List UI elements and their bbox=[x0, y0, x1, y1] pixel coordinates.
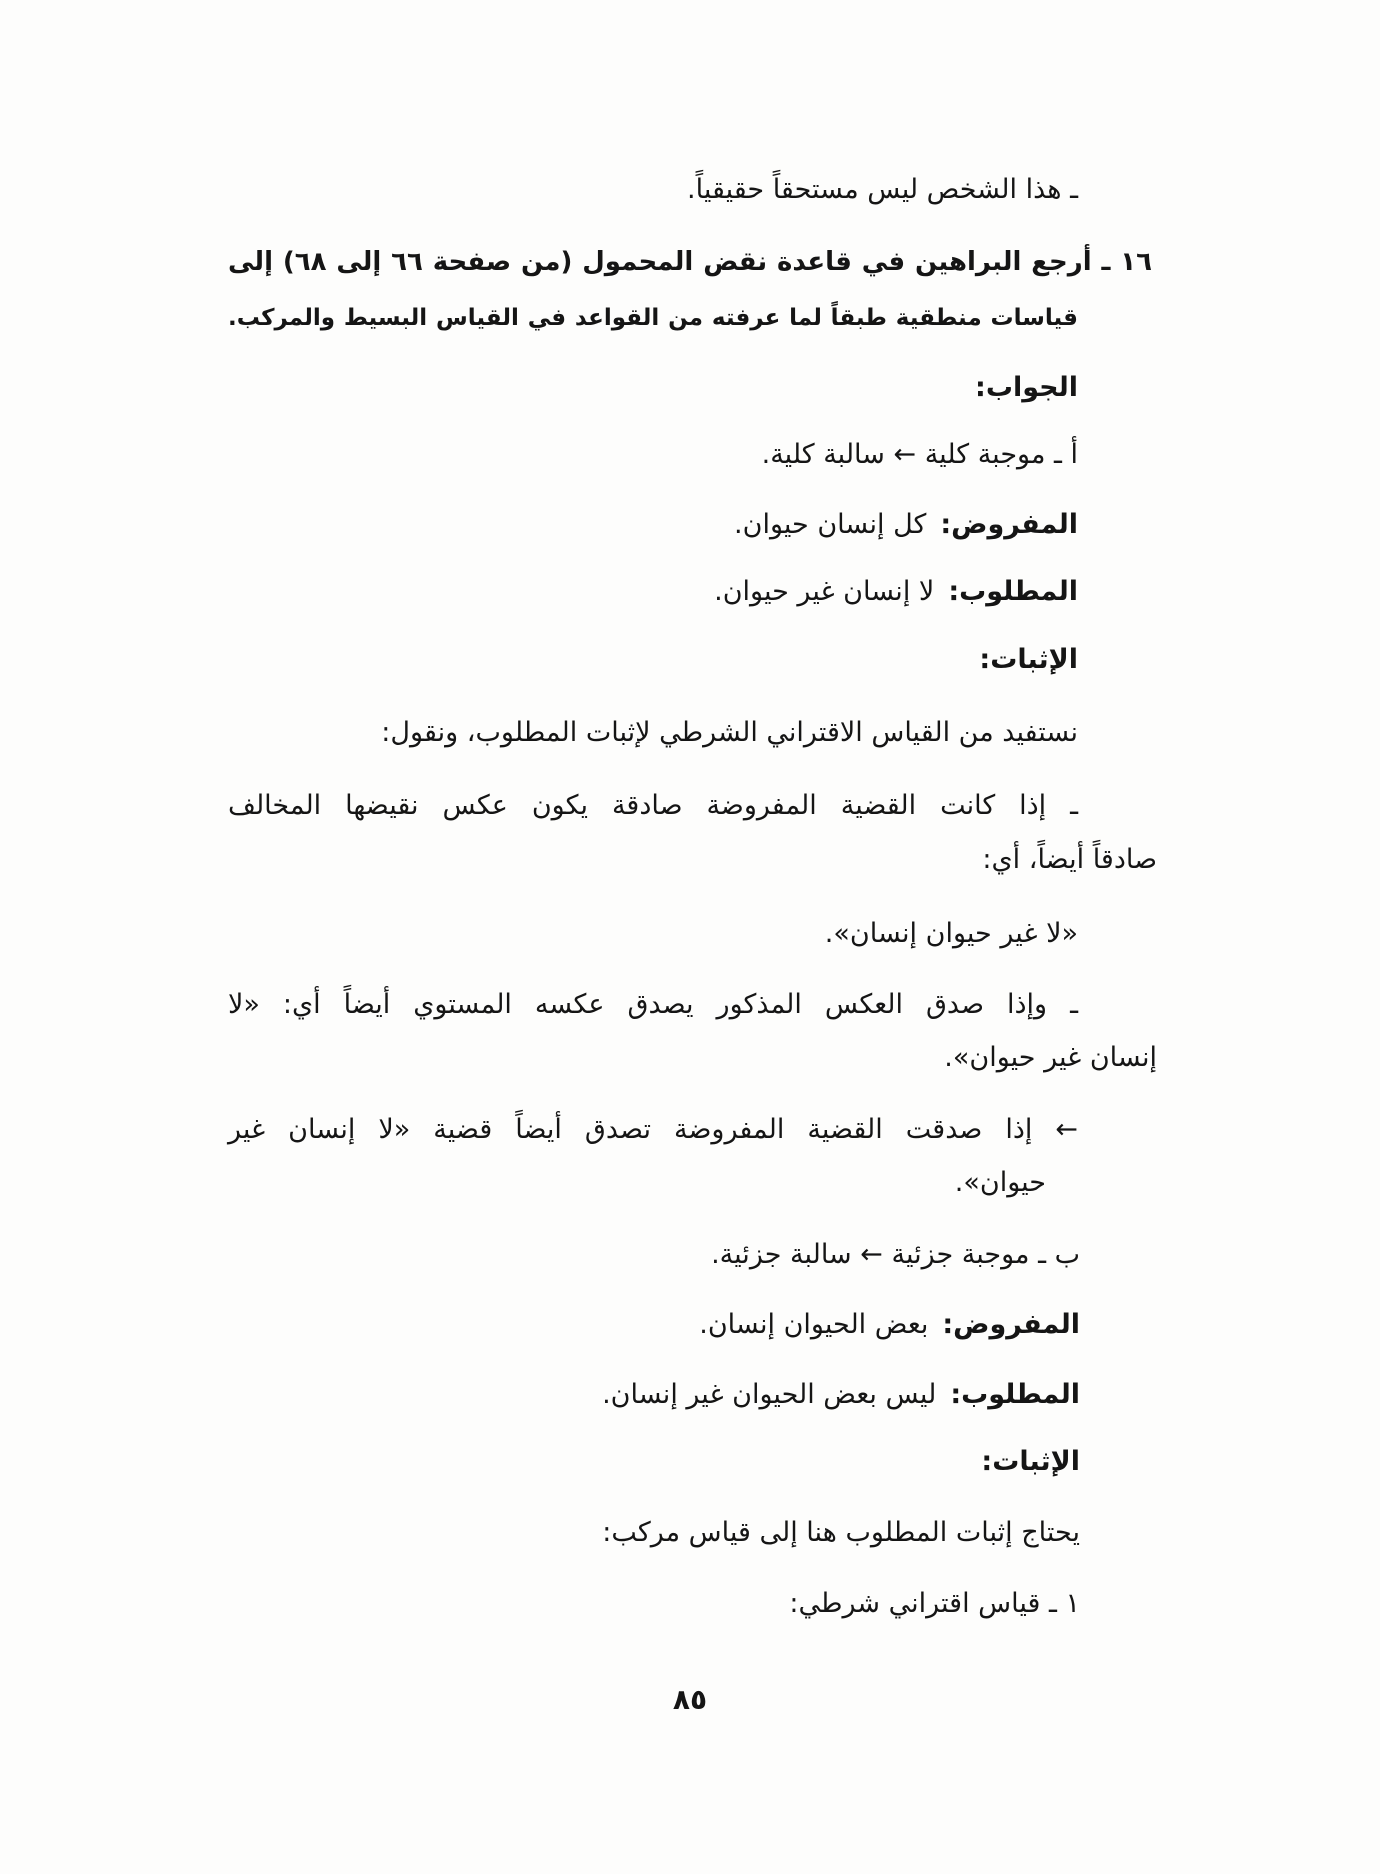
part-b-heading: ب ـ موجبة جزئية ← سالبة جزئية. bbox=[711, 1239, 1080, 1270]
part-a-required bbox=[714, 565, 1078, 619]
page-number: ٨٥ bbox=[672, 1683, 708, 1716]
required-label: المطلوب: bbox=[948, 576, 1078, 607]
part-b-proof-label: الإثبات: bbox=[981, 1446, 1080, 1477]
part-a-step-1-line-1: ـ إذا كانت القضية المفروضة صادقة يكون عكس نقيضها المخالف bbox=[228, 790, 1078, 821]
part-a-step-1-line-2: صادقاً أيضاً، أي: bbox=[982, 844, 1157, 875]
part-a-proof-label: الإثبات: bbox=[979, 644, 1078, 675]
given-label: المفروض: bbox=[942, 1309, 1080, 1340]
exercise-number: ١٦ ـ bbox=[1101, 247, 1152, 277]
part-a-step-1-result: «لا غير حيوان إنسان». bbox=[824, 918, 1078, 949]
exercise-text-1: أرجع البراهين في قاعدة نقض المحمول (من صفحة ٦٦ إلى ٦٨) إلى bbox=[228, 247, 1092, 277]
required-value: لا إنسان غير حيوان. bbox=[714, 576, 935, 607]
part-a-given bbox=[734, 498, 1078, 552]
given-label: المفروض: bbox=[940, 509, 1078, 540]
part-b-method-1: ١ ـ قياس اقتراني شرطي: bbox=[789, 1588, 1080, 1619]
given-value: بعض الحيوان إنسان. bbox=[699, 1309, 929, 1340]
exercise-line-1 bbox=[228, 235, 1152, 289]
answer-heading: الجواب: bbox=[975, 372, 1078, 403]
part-a-step-2-line-2: إنسان غير حيوان». bbox=[944, 1042, 1157, 1073]
intro-line: ـ هذا الشخص ليس مستحقاً حقيقياً. bbox=[687, 174, 1078, 205]
required-label: المطلوب: bbox=[950, 1379, 1080, 1410]
part-a-proof-intro: نستفيد من القياس الاقتراني الشرطي لإثبات المطلوب، ونقول: bbox=[381, 717, 1078, 748]
part-b-given bbox=[699, 1298, 1080, 1352]
given-value: كل إنسان حيوان. bbox=[734, 509, 927, 540]
required-value: ليس بعض الحيوان غير إنسان. bbox=[602, 1379, 937, 1410]
part-a-conclusion-line-2: حيوان». bbox=[954, 1167, 1046, 1198]
part-b-proof-intro: يحتاج إثبات المطلوب هنا إلى قياس مركب: bbox=[602, 1517, 1080, 1548]
part-b-required bbox=[602, 1368, 1080, 1422]
part-a-step-2-line-1: ـ وإذا صدق العكس المذكور يصدق عكسه المستوي أيضاً أي: «لا bbox=[228, 989, 1078, 1020]
part-a-heading: أ ـ موجبة كلية ← سالبة كلية. bbox=[761, 439, 1078, 470]
part-a-conclusion-line-1: ← إذا صدقت القضية المفروضة تصدق أيضاً قضية «لا إنسان غير bbox=[228, 1114, 1078, 1145]
exercise-line-2: قياسات منطقية طبقاً لما عرفته من القواعد في القياس البسيط والمركب. bbox=[228, 305, 1078, 331]
